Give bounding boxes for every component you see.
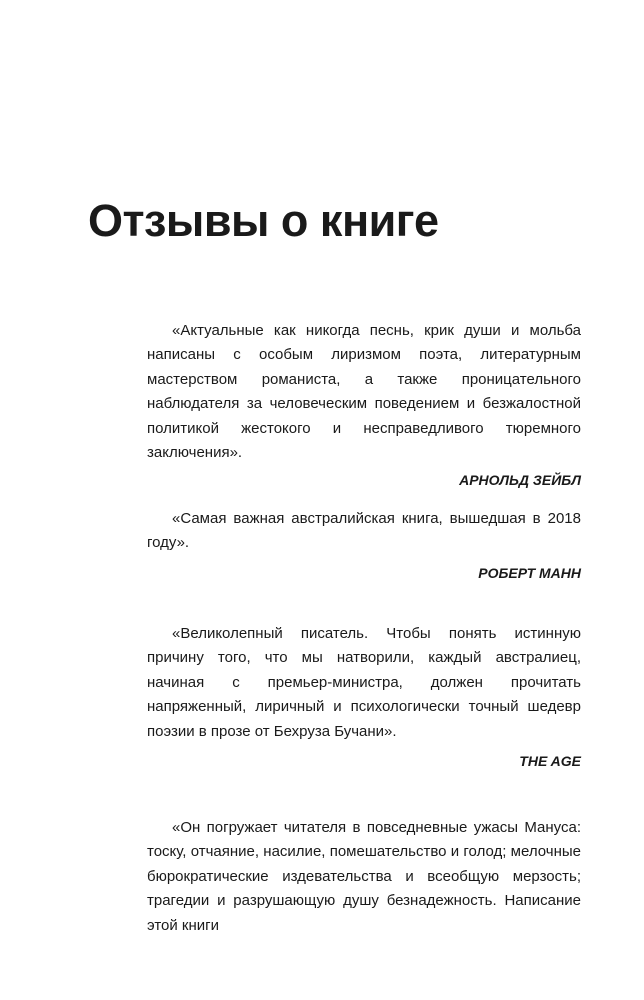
review-block [147,507,581,583]
page-title: Отзывы о книге [88,195,439,246]
review-quote: «Он погружает читателя в повседневные ужасы Мануса: тоску, отчаяние, насилие, помешательство и голод; мелочные бюрократические издевательства и всеобщую мерзость; трагедии и разрушающую душу безнадежность. Написание этой книги [147,819,581,934]
review-quote: «Самая важная австралийская книга, вышедшая в 2018 году». [147,510,581,552]
review-block [147,622,581,771]
review-quote: «Великолепный писатель. Чтобы понять истинную причину того, что мы натворили, каждый австралиец, начиная с премьер-министра, должен прочитать напряженный, лиричный и психологически точный шедевр поэзии в прозе от Бехруза Бучани». [147,625,581,740]
review-quote: «Актуальные как никогда песнь, крик души и мольба написаны с особым лиризмом поэта, литературным мастерством романиста, а также проницательного наблюдателя за человеческим поведением и безжалостной политикой жестокого и несправедливого тюремного заключения». [147,322,581,462]
review-author: РОБЕРТ МАНН [478,564,581,581]
review-block [147,319,581,490]
review-author: THE AGE [519,753,581,770]
review-author: АРНОЛЬД ЗЕЙБЛ [459,472,581,489]
review-block [147,816,581,938]
